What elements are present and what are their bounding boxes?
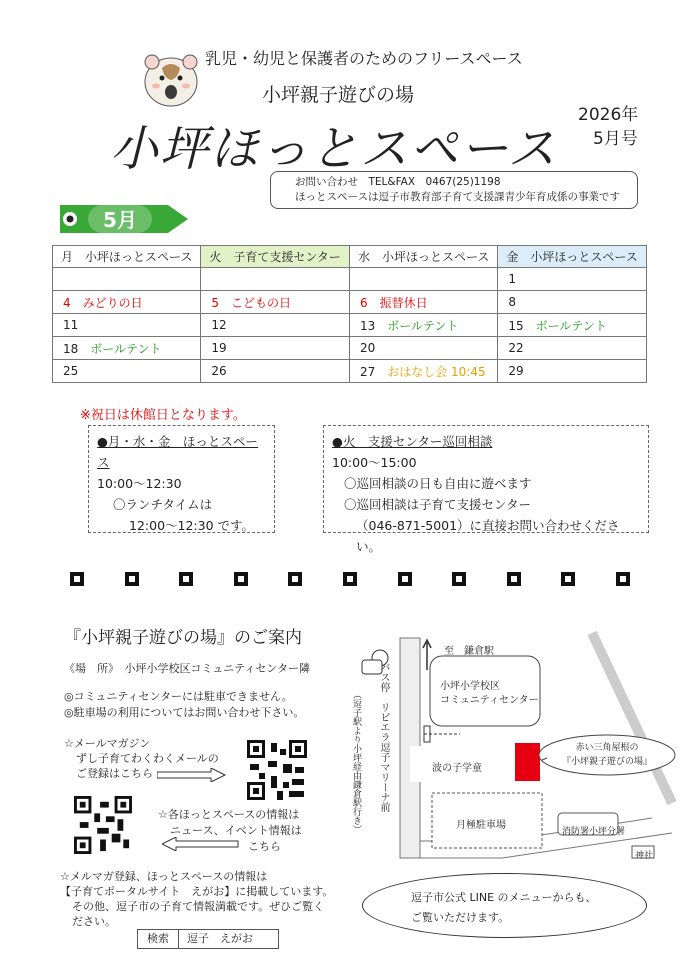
map-parking-label: 月極駐車場 [456, 820, 506, 831]
contact-note: ほっとスペースは逗子市教育部子育て支援課青少年育成係の事業です [295, 191, 620, 203]
mail-magazine-qr-code[interactable] [247, 740, 307, 800]
calendar-cell [498, 268, 646, 291]
line-info-bubble [362, 873, 647, 938]
portal-line-1: ☆メルマガ登録、ほっとスペースの情報は [60, 870, 268, 883]
calendar-cell [201, 360, 350, 383]
lunch-label: 〇ランチタイムは [113, 497, 213, 512]
calendar-date: 22 [508, 341, 524, 355]
org-name: 小坪親子遊びの場 [262, 84, 415, 106]
news-line-2: ニュース、イベント情報は [170, 824, 302, 837]
parking-note-2: ◎駐車場の利用についてはお問い合わせ下さい。 [64, 706, 305, 719]
decorative-bunting [70, 572, 630, 586]
mail-magazine-label: ☆メールマガジン [64, 737, 151, 750]
calendar-date: 25 [63, 364, 79, 378]
page-title: 小坪ほっとスペース [110, 121, 558, 177]
hot-space-news-qr-code[interactable] [74, 796, 132, 854]
calendar-event: おはなし会 10:45 [387, 364, 486, 379]
calendar-cell [349, 291, 497, 314]
calendar-cell [201, 268, 350, 291]
calendar-date: 27 [359, 364, 376, 379]
flag-icon [343, 572, 357, 586]
calendar-cell [498, 360, 646, 383]
search-keyword-box[interactable] [137, 929, 279, 949]
calendar-header-2: 水 小坪ほっとスペース [349, 246, 497, 268]
issue-year: 2026年 [578, 105, 639, 125]
calendar-cell [53, 337, 201, 360]
flag-icon [125, 572, 139, 586]
support-note-1: 〇巡回相談の日も自由に遊べます [344, 476, 532, 491]
map-station-label: 至 鎌倉駅 [444, 646, 494, 657]
mail-magazine-line-1: ずし子育てわくわくメールの [76, 752, 219, 765]
table-row [53, 314, 647, 337]
table-row [53, 291, 647, 314]
flag-icon [507, 572, 521, 586]
calendar-cell [201, 337, 350, 360]
calendar-cell [349, 314, 497, 337]
hot-space-time: 10:00～12:30 [97, 476, 182, 491]
calendar-date: 19 [211, 341, 227, 355]
portal-line-2: 【子育てポータルサイト えがお】に掲載しています。 [60, 885, 334, 898]
calendar-date: 29 [508, 364, 524, 378]
hot-space-building [515, 743, 540, 781]
calendar-cell [349, 268, 497, 291]
flag-icon [179, 572, 193, 586]
calendar-date: 12 [211, 318, 227, 332]
header-subtitle: 乳児・幼児と保護者のためのフリースペース [205, 49, 523, 68]
support-heading: ●火 支援センター巡回相談 [332, 434, 493, 449]
table-row [53, 268, 647, 291]
calendar-cell [53, 268, 201, 291]
support-time: 10:00～15:00 [332, 455, 417, 470]
mail-magazine-line-2: ご登録はこちら [76, 767, 153, 780]
guide-title: 『小坪親子遊びの場』のご案内 [64, 628, 302, 648]
search-label: 検索 [138, 930, 179, 948]
map-kindergarten-label: 波の子学童 [432, 763, 482, 774]
month-badge-label: 5月 [103, 208, 137, 232]
support-note-2: 〇巡回相談は子育て支援センター [344, 497, 532, 512]
calendar-cell [349, 337, 497, 360]
table-row [53, 337, 647, 360]
calendar-cell [53, 291, 201, 314]
map-hot-space-label: 赤い三角屋根の 『小坪親子遊びの場』 [562, 743, 653, 767]
calendar-cell [498, 314, 646, 337]
map-community-center-label: 小坪小学校区 コミュニティセンター [440, 681, 539, 706]
contact-phone: お問い合わせ TEL&FAX 0467(25)1198 [295, 176, 501, 188]
calendar-cell [498, 291, 646, 314]
calendar-date: 20 [359, 341, 376, 355]
calendar-cell [53, 314, 201, 337]
calendar-cell [201, 291, 350, 314]
lunch-time: 12:00～12:30 です。 [129, 518, 255, 533]
map-bus-stop-label: バス停 リビエラ逗子マリーナ前 [378, 662, 389, 812]
line-info-line-1: 逗子市公式 LINE のメニューからも、 [411, 891, 597, 904]
calendar-header-0: 月 小坪ほっとスペース [53, 246, 201, 268]
map-fire-station-label: 消防署小坪分署 [562, 827, 626, 837]
map-bus-route-label: （逗子駅より小坪経由鎌倉駅行き） [351, 690, 361, 834]
calendar-cell [349, 360, 497, 383]
flag-icon [288, 572, 302, 586]
flag-icon [452, 572, 466, 586]
search-term: 逗子 えがお [187, 932, 253, 945]
issue-month: 5月号 [593, 129, 638, 149]
guide-place: 《場 所》 小坪小学校区コミュニティセンター隣 [64, 662, 310, 675]
hot-space-heading: ●月・水・金 ほっとスペース [97, 434, 258, 470]
flag-icon [561, 572, 575, 586]
calendar-date: 6 振替休日 [359, 295, 428, 310]
flag-icon [398, 572, 412, 586]
calendar-date: 4 みどりの日 [63, 295, 143, 310]
calendar-cell [201, 314, 350, 337]
hot-space-hours-box [88, 425, 275, 533]
calendar-date: 1 [508, 272, 516, 286]
news-line-3: こちら [248, 840, 281, 853]
calendar-date: 18 [63, 341, 79, 356]
calendar-event: ボールテント [535, 318, 607, 333]
parking-note-1: ◎コミュニティセンターには駐車できません。 [64, 690, 293, 703]
calendar-date: 8 [508, 295, 516, 309]
holiday-note: ※祝日は休館日となります。 [80, 408, 246, 423]
hamster-mascot-icon [140, 48, 202, 110]
calendar-date: 15 [508, 318, 524, 333]
calendar-date: 5 こどもの日 [211, 295, 292, 310]
calendar-date: 11 [63, 318, 79, 332]
portal-line-4: ださい。 [72, 915, 116, 928]
line-info-line-2: ご覧いただけます。 [411, 911, 510, 924]
calendar-date: 13 [359, 318, 376, 333]
table-row [53, 360, 647, 383]
contact-box [270, 171, 638, 209]
news-line-1: ☆各ほっとスペースの情報は [158, 808, 300, 821]
calendar-cell [498, 337, 646, 360]
map-shrine-label: 神社 [635, 851, 654, 861]
flag-icon [70, 572, 84, 586]
portal-line-3: その他、逗子市の子育て情報満載です。ぜひご覧く [72, 900, 325, 913]
support-note-3: （046-871-5001）に直接お問い合わせください。 [356, 518, 620, 554]
support-center-box [323, 425, 649, 554]
arrow-left-icon [162, 837, 240, 851]
carp-streamer-badge [60, 202, 190, 236]
schedule-calendar [52, 245, 647, 383]
calendar-event: ボールテント [387, 318, 459, 333]
calendar-header-1: 火 子育て支援センター [201, 246, 350, 268]
calendar-header-3: 金 小坪ほっとスペース [498, 246, 646, 268]
calendar-event: ボールテント [90, 341, 162, 356]
flag-icon [616, 572, 630, 586]
calendar-cell [53, 360, 201, 383]
calendar-date: 26 [211, 364, 227, 378]
arrow-right-icon [157, 768, 227, 782]
flag-icon [234, 572, 248, 586]
